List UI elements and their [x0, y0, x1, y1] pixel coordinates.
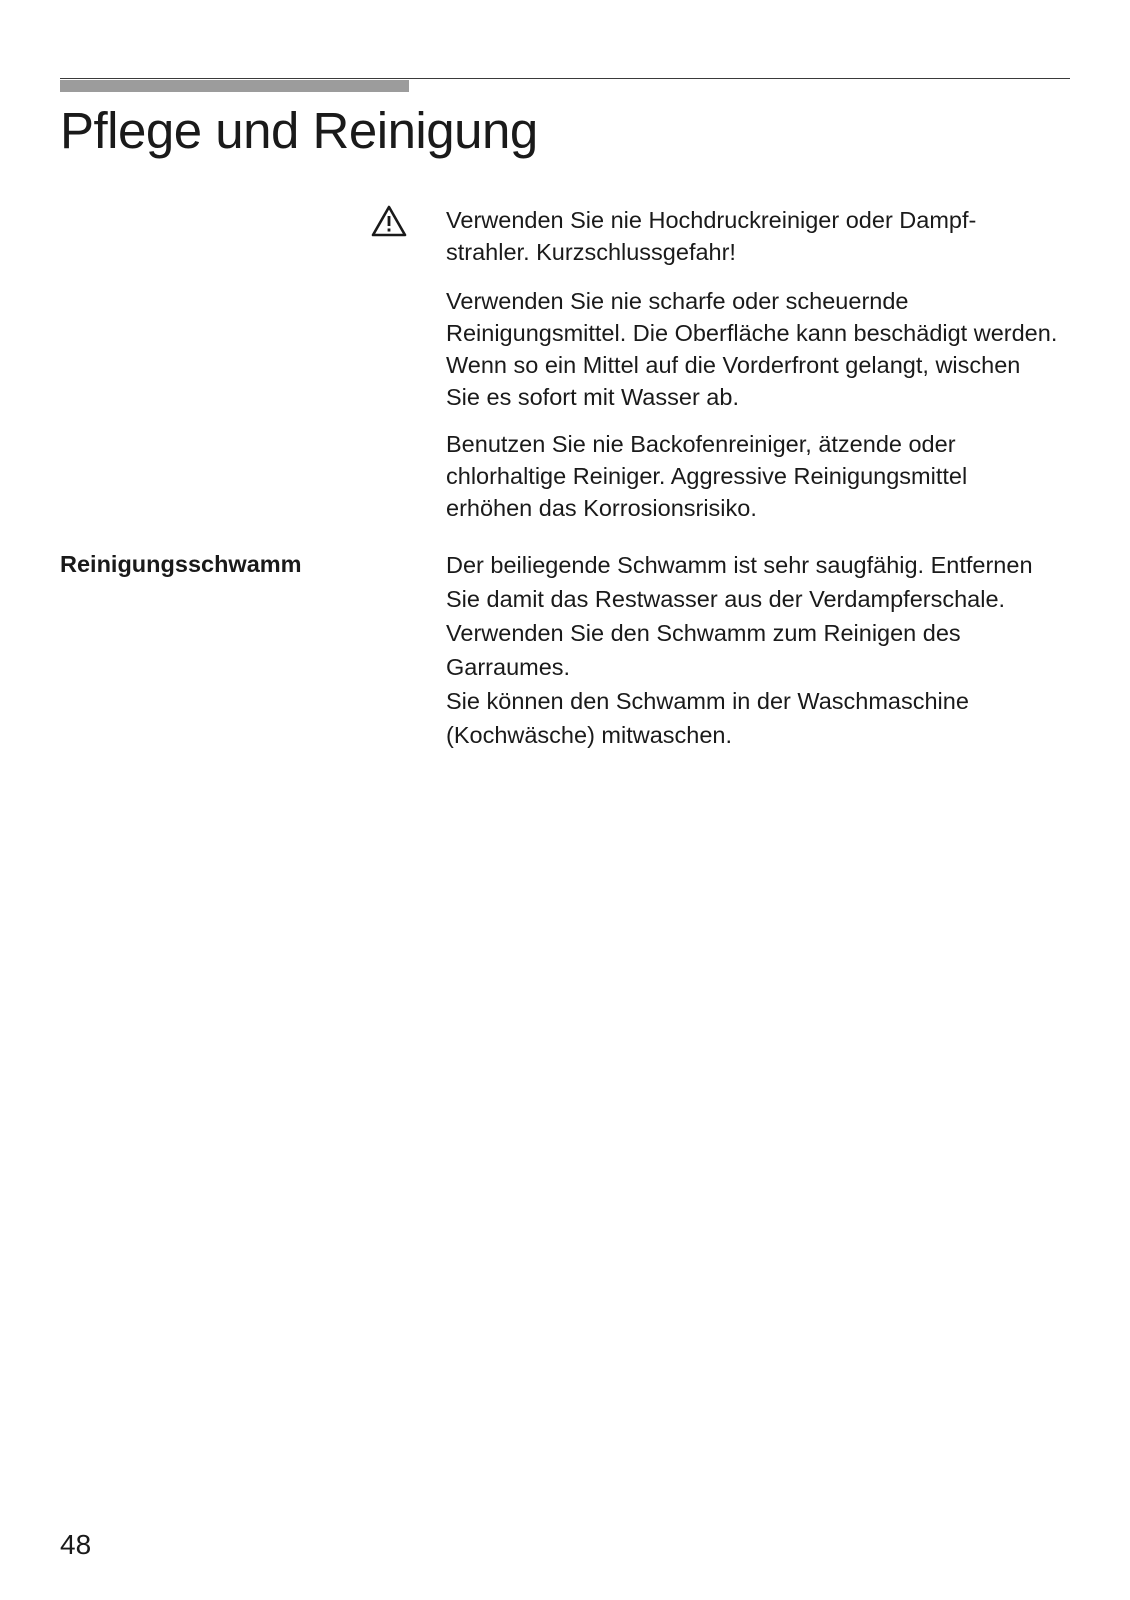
page-title: Pflege und Reinigung: [60, 102, 538, 159]
warning-triangle-icon: [370, 204, 408, 238]
sponge-description: [446, 548, 1058, 752]
warning-paragraph-oven-cleaner: Benutzen Sie nie Backofenreiniger, ätzende oder chlorhaltige Reiniger. Aggressive Reinigungsmittel erhöhen das Korrosionsrisiko.: [446, 431, 968, 521]
warning-paragraph-abrasives: Verwenden Sie nie scharfe oder scheuernde Reinigungsmittel. Die Oberfläche kann beschädigt werden. Wenn so ein Mittel auf die Vorderfront gelangt, wischen Sie es sofort mit Wasser ab.: [446, 288, 1058, 410]
header-rule: [60, 78, 1070, 79]
sponge-line-washing: Sie können den Schwamm in der Waschmaschine (Kochwäsche) mitwaschen.: [446, 688, 969, 748]
sponge-line-absorbent: Der beiliegende Schwamm ist sehr saugfähig. Entfernen Sie damit das Restwasser aus der Verdampferschale.: [446, 552, 1033, 612]
warning-paragraph-pressure: Verwenden Sie nie Hochdruckreiniger oder Dampf-strahler. Kurzschlussgefahr!: [446, 207, 977, 265]
page-number: 48: [60, 1529, 92, 1560]
header-accent-bar: [60, 80, 409, 92]
section-label-sponge: Reinigungsschwamm: [60, 551, 302, 577]
sponge-line-oven-cleaning: Verwenden Sie den Schwamm zum Reinigen des Garraumes.: [446, 620, 961, 680]
